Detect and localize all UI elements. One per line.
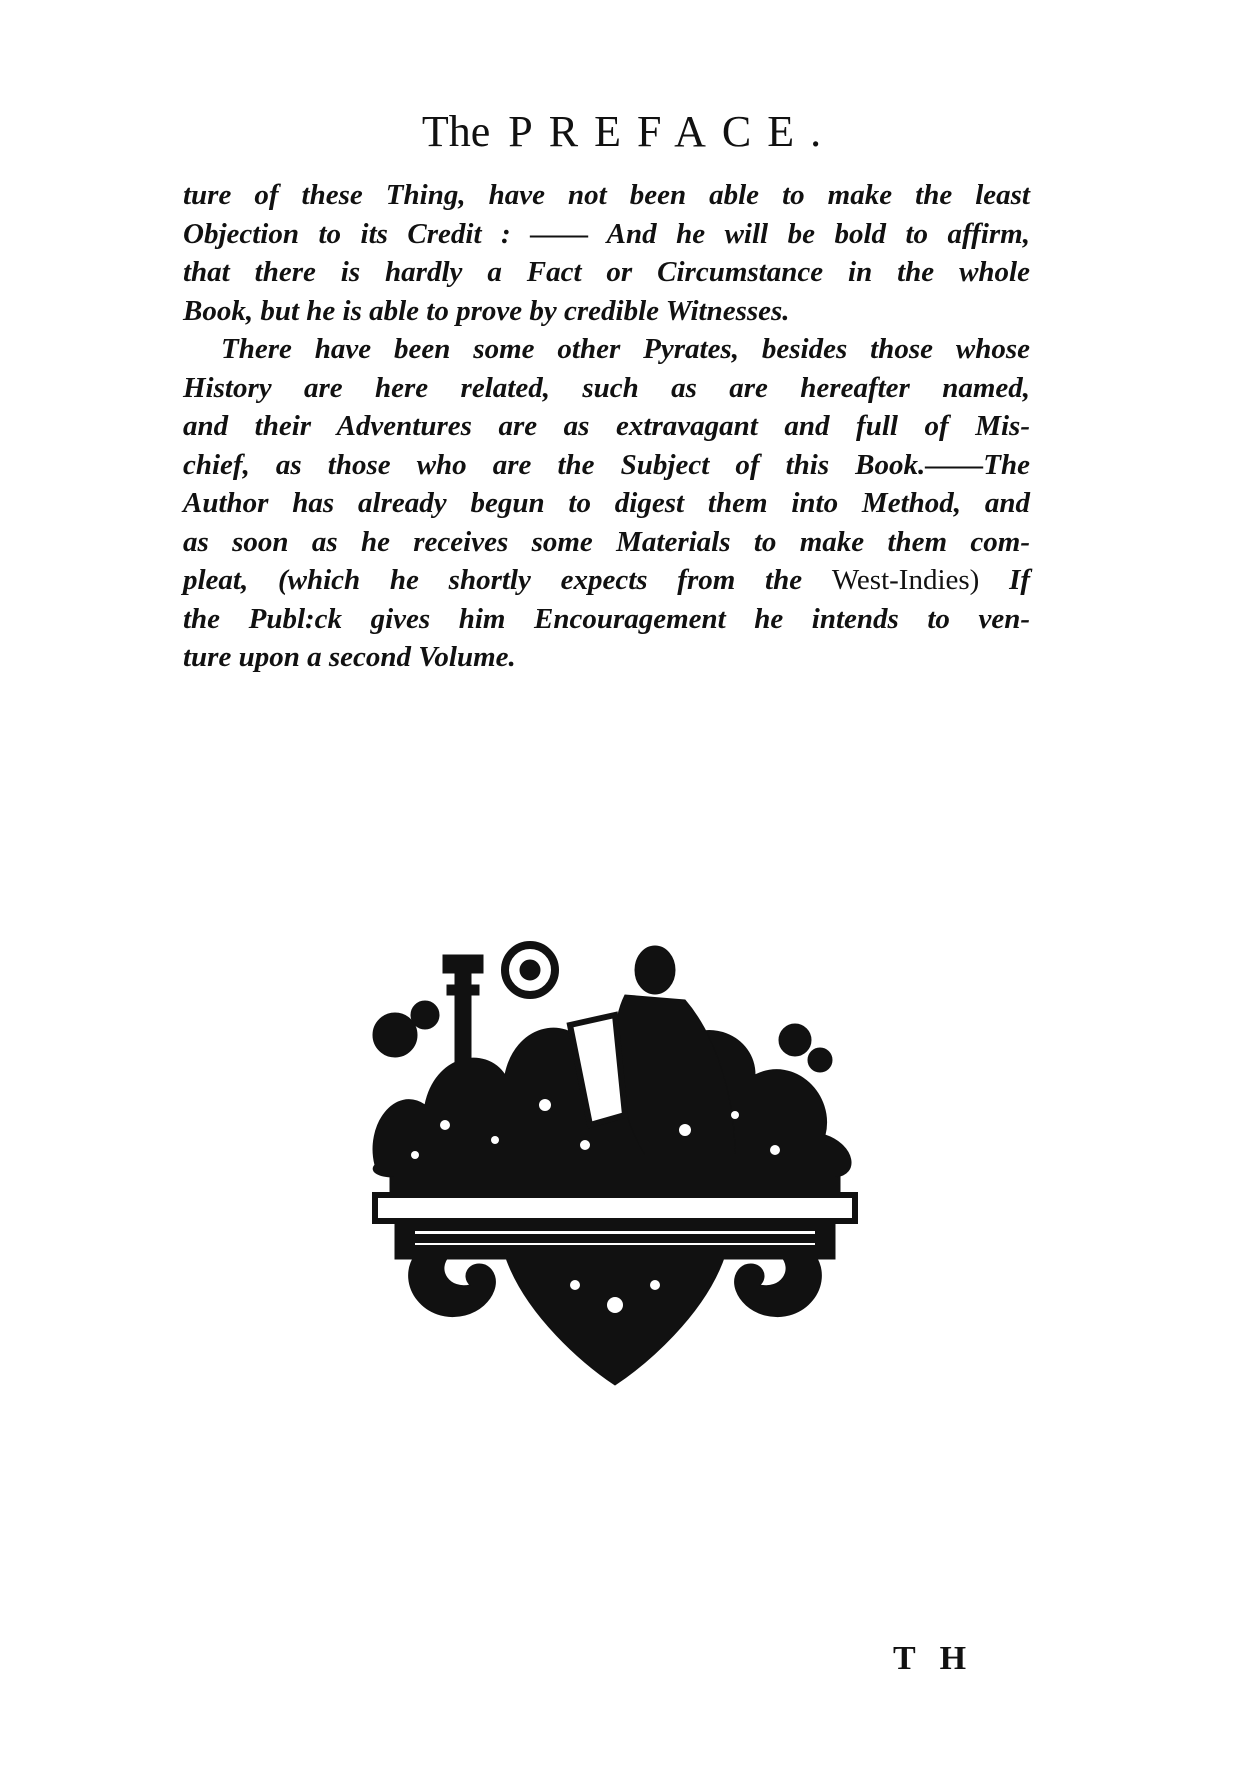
running-head	[0, 107, 1259, 156]
text-line: and their Adventures are as extravagant and full of Mis-	[183, 410, 1030, 442]
text-line: History are here related, such as are hereafter named,	[183, 371, 1030, 404]
west-indies-roman: West-Indies)	[831, 564, 980, 596]
text-line: the Publ:ck gives him Encouragement he intends to ven-	[183, 602, 1030, 635]
text-line: Objection to its Credit : —— And he will be bold to affirm,	[183, 217, 1030, 250]
text-line: ture of these Thing, have not been able to make the least	[183, 179, 1030, 211]
text-line: that there is hardly a Fact or Circumstance in the whole	[183, 256, 1030, 288]
preface-text	[183, 176, 1030, 677]
text-line: as soon as he receives some Materials to make them com-	[183, 525, 1030, 558]
text-line: chief, as those who are the Subject of this Book.——The	[183, 448, 1030, 481]
text-line: There have been some other Pyrates, besides those whose	[221, 333, 1030, 365]
printers-ornament-basket-with-figure-icon	[355, 925, 875, 1395]
text-line: Author has already begun to digest them into Method, and	[183, 487, 1030, 519]
text-line: ture upon a second Volume.	[183, 641, 516, 673]
running-head-the: The	[421, 107, 491, 156]
text-line-with-roman	[183, 561, 1030, 600]
catchword: T H	[893, 1640, 975, 1677]
text-line: Book, but he is able to prove by credible Witnesses.	[183, 294, 790, 327]
text-line-if: If	[1009, 564, 1031, 596]
text-line-italic-part: pleat, (which he shortly expects from the	[183, 564, 803, 596]
running-head-title: PREFACE.	[508, 107, 838, 156]
